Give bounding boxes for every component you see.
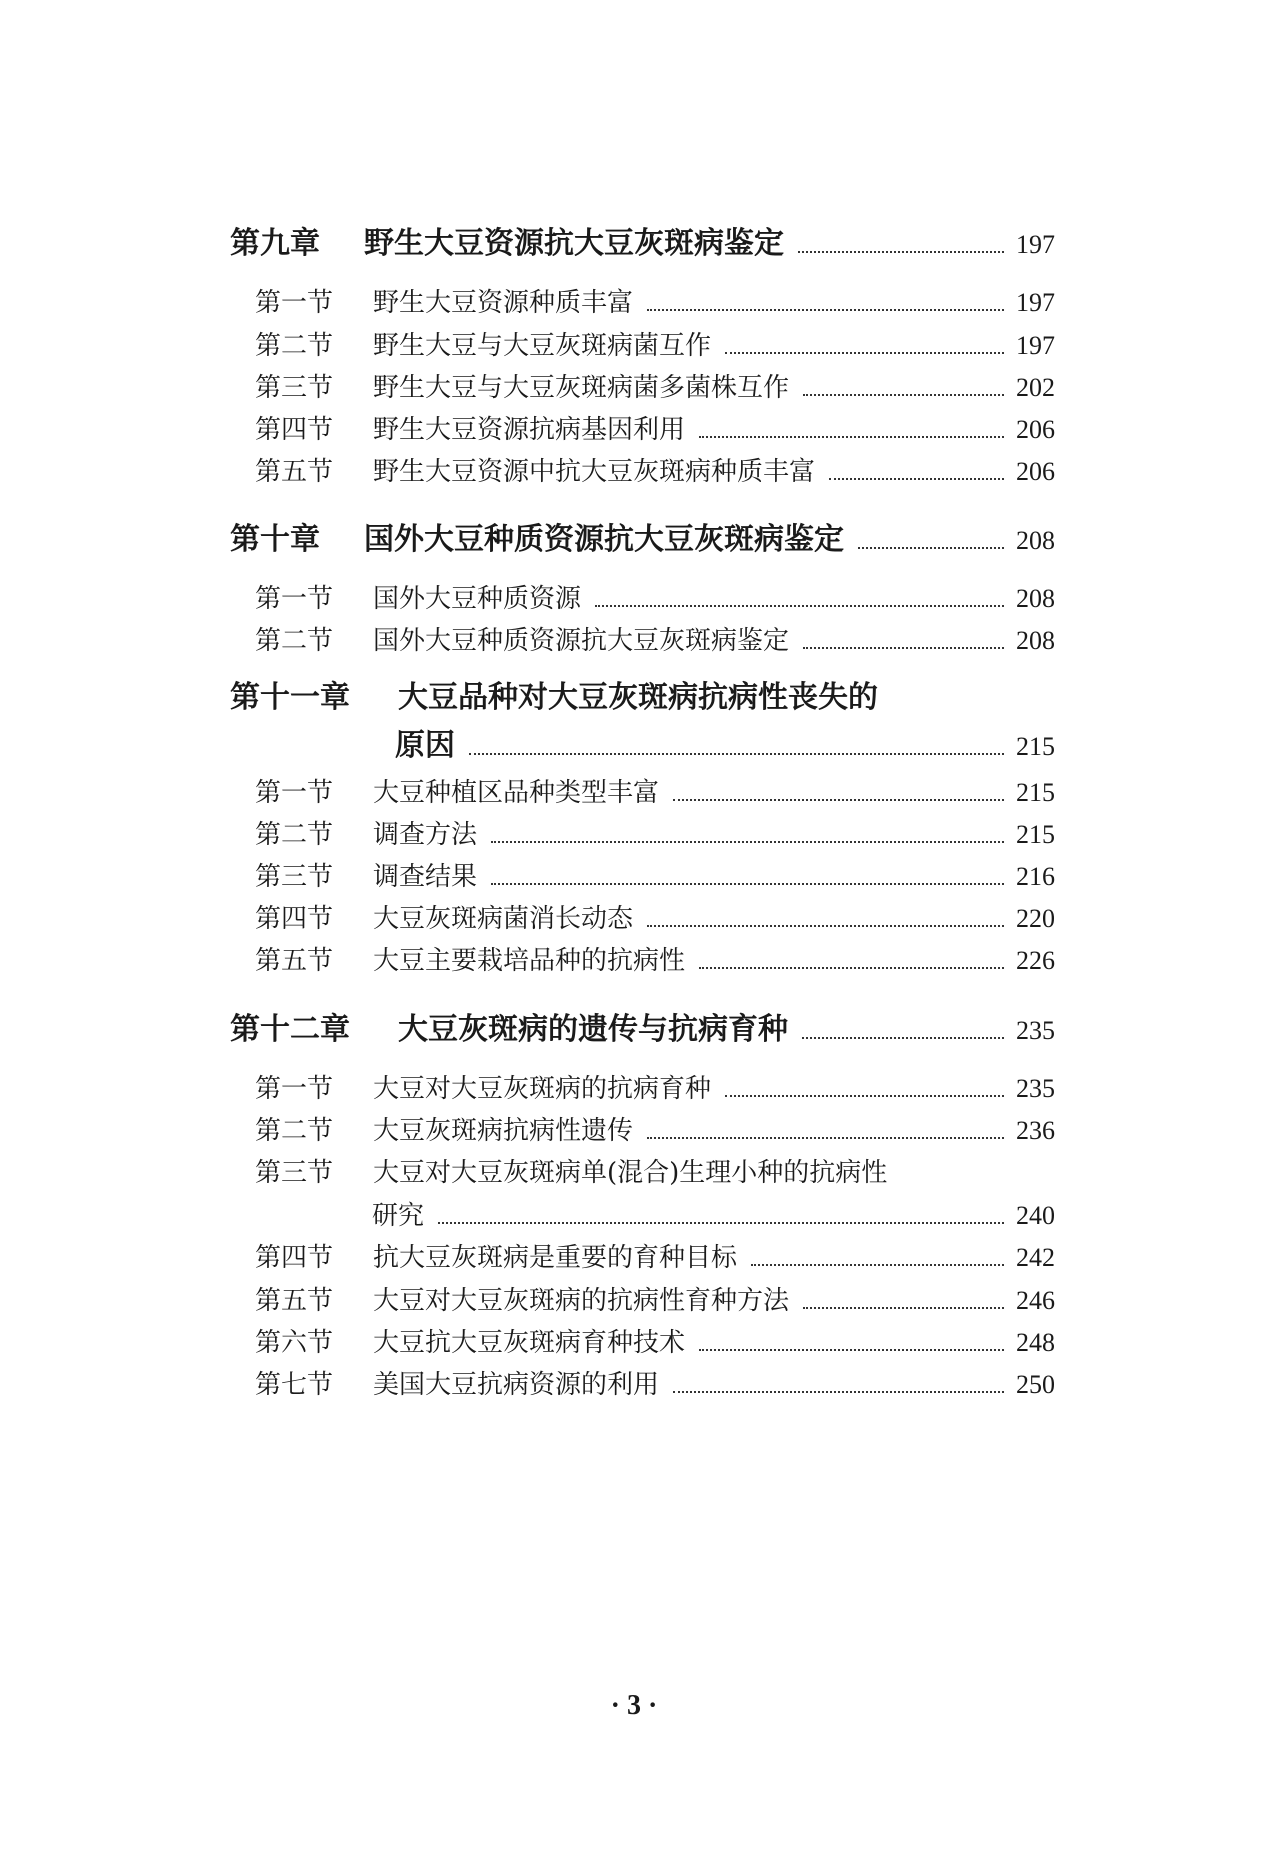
page-ref: 208 [1016,584,1055,613]
toc-section [255,1280,1055,1317]
page-ref: 235 [1016,1074,1055,1103]
chapter-label: 第十章 [230,522,320,557]
chapter-label: 第十一章 [230,680,350,715]
section-label: 第二节 [255,820,334,850]
dot-leader [829,478,1004,480]
section-label: 第四节 [255,904,334,934]
section-title: 国外大豆种质资源抗大豆灰斑病鉴定 [373,626,790,656]
page-ref: 197 [1016,230,1055,259]
page-ref: 208 [1016,526,1055,555]
dot-leader [725,352,1004,354]
section-label: 第六节 [255,1328,334,1358]
section-label: 第二节 [255,1116,334,1146]
page-ref: 197 [1016,288,1055,317]
toc-section [255,451,1055,488]
dot-leader [803,1307,1004,1309]
page-ref: 216 [1016,862,1055,891]
page-ref: 197 [1016,331,1055,360]
page-ref: 215 [1016,732,1055,761]
dot-leader [699,967,1004,969]
section-title: 大豆主要栽培品种的抗病性 [373,946,686,976]
dot-leader [438,1222,1004,1224]
dot-leader [803,394,1004,396]
dot-leader [647,1137,1004,1139]
page-ref: 206 [1016,415,1055,444]
toc-section [255,325,1055,362]
toc-section-continuation [372,1195,1055,1232]
toc-section [255,1110,1055,1147]
section-label: 第一节 [255,584,334,614]
toc-section [255,1068,1055,1105]
section-label: 第七节 [255,1370,334,1400]
page-ref: 248 [1016,1328,1055,1357]
section-label: 第三节 [255,373,334,403]
section-label: 第三节 [255,1158,334,1188]
dot-leader [491,883,1004,885]
page-number: · 3 · [610,1690,658,1721]
section-label: 第五节 [255,1286,334,1316]
page-ref: 215 [1016,820,1055,849]
toc-section [255,282,1055,319]
page-ref: 226 [1016,946,1055,975]
toc-chapter-11 [230,672,1055,716]
section-label: 第二节 [255,331,334,361]
section-title: 野生大豆与大豆灰斑病菌互作 [373,331,712,361]
page-ref: 235 [1016,1016,1055,1045]
page-ref: 242 [1016,1243,1055,1272]
section-title: 调查方法 [373,820,478,850]
toc-chapter-10 [230,514,1055,558]
dot-leader [699,436,1004,438]
section-label: 第五节 [255,946,334,976]
chapter-title: 大豆灰斑病的遗传与抗病育种 [398,1012,788,1047]
section-title: 大豆灰斑病抗病性遗传 [373,1116,634,1146]
section-title: 野生大豆资源种质丰富 [373,288,634,318]
section-title: 抗大豆灰斑病是重要的育种目标 [373,1243,738,1273]
page-ref: 206 [1016,457,1055,486]
section-title: 大豆种植区品种类型丰富 [373,778,660,808]
section-label: 第三节 [255,862,334,892]
page-ref: 208 [1016,626,1055,655]
section-label: 第一节 [255,1074,334,1104]
page-ref: 246 [1016,1286,1055,1315]
dot-leader [725,1095,1004,1097]
toc-section [255,814,1055,851]
dot-leader [595,605,1004,607]
page-ref: 202 [1016,373,1055,402]
toc-section [255,1237,1055,1274]
toc-section [255,578,1055,615]
dot-leader [751,1264,1004,1266]
toc-section [255,409,1055,446]
section-title: 大豆灰斑病菌消长动态 [373,904,634,934]
dot-leader [802,1037,1004,1039]
section-label: 第四节 [255,1243,334,1273]
section-title: 大豆对大豆灰斑病的抗病育种 [373,1074,712,1104]
toc-section [255,1152,1055,1189]
toc-chapter-12 [230,1004,1055,1048]
section-title-continuation: 研究 [372,1201,425,1231]
dot-leader [647,309,1004,311]
toc-section [255,1364,1055,1401]
dot-leader [673,799,1004,801]
page-ref: 240 [1016,1201,1055,1230]
page-ref: 215 [1016,778,1055,807]
toc-section [255,940,1055,977]
section-title: 大豆对大豆灰斑病单(混合)生理小种的抗病性 [373,1158,888,1188]
section-title: 大豆对大豆灰斑病的抗病性育种方法 [373,1286,790,1316]
chapter-label: 第九章 [230,226,320,261]
section-label: 第四节 [255,415,334,445]
section-title: 野生大豆资源中抗大豆灰斑病种质丰富 [373,457,816,487]
page-ref: 250 [1016,1370,1055,1399]
section-title: 大豆抗大豆灰斑病育种技术 [373,1328,686,1358]
chapter-label: 第十二章 [230,1012,350,1047]
toc-section [255,367,1055,404]
chapter-title: 国外大豆种质资源抗大豆灰斑病鉴定 [364,522,844,557]
dot-leader [858,547,1004,549]
section-label: 第五节 [255,457,334,487]
section-title: 国外大豆种质资源 [373,584,582,614]
dot-leader [699,1349,1004,1351]
dot-leader [647,925,1004,927]
dot-leader [803,647,1004,649]
page-ref: 220 [1016,904,1055,933]
section-label: 第一节 [255,288,334,318]
section-label: 第二节 [255,626,334,656]
dot-leader [798,251,1004,253]
dot-leader [469,753,1004,755]
toc-section [255,856,1055,893]
toc-section [255,620,1055,657]
section-label: 第一节 [255,778,334,808]
section-title: 美国大豆抗病资源的利用 [373,1370,660,1400]
toc-section [255,1322,1055,1359]
toc-chapter-11-continuation [395,720,1055,764]
section-title: 野生大豆与大豆灰斑病菌多菌株互作 [373,373,790,403]
section-title: 野生大豆资源抗病基因利用 [373,415,686,445]
toc-section [255,898,1055,935]
dot-leader [673,1391,1004,1393]
page-ref: 236 [1016,1116,1055,1145]
toc-section [255,772,1055,809]
dot-leader [491,841,1004,843]
chapter-title: 野生大豆资源抗大豆灰斑病鉴定 [364,226,784,261]
chapter-title-continuation: 原因 [395,728,455,763]
chapter-title: 大豆品种对大豆灰斑病抗病性丧失的 [398,680,878,715]
toc-chapter-9 [230,218,1055,262]
section-title: 调查结果 [373,862,478,892]
